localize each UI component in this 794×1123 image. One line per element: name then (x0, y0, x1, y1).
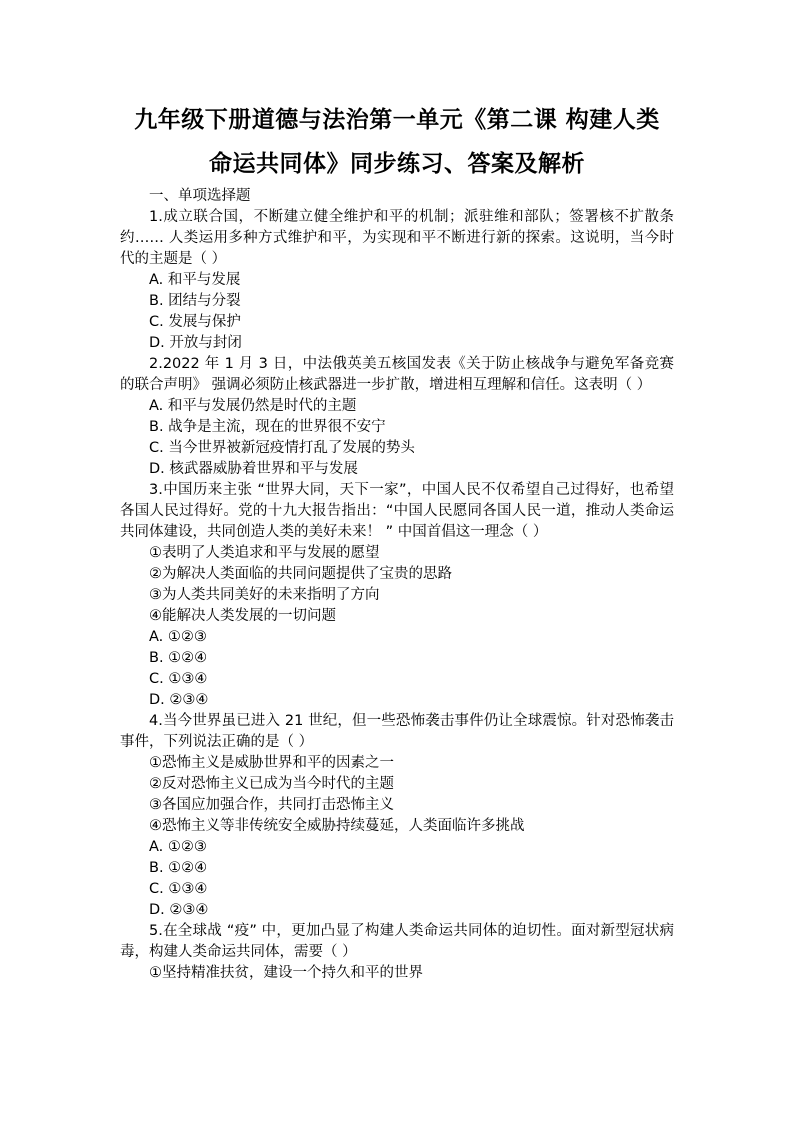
question-4 (120, 711, 674, 921)
option-a: A. 和平与发展仍然是时代的主题 (149, 398, 357, 414)
question-5 (120, 921, 674, 984)
option-a: A. ①②③ (149, 839, 207, 855)
question-stem: 1.成立联合国，不断建立健全维护和平的机制；派驻维和部队；签署核不扩散条约…… 人类运用多种方式维护和平，为实现和平不断进行新的探索。这说明，当今时代的主题是（ ） (120, 209, 674, 267)
statement-1: ①表明了人类追求和平与发展的愿望 (149, 545, 380, 561)
option-c: C. 当今世界被新冠疫情打乱了发展的势头 (149, 440, 415, 456)
option-b: B. ①②④ (149, 650, 208, 666)
option-d: D. 开放与封闭 (149, 335, 242, 351)
title-line-1: 九年级下册道德与法治第一单元《第二课 构建人类 (134, 107, 660, 133)
question-stem: 2.2022 年 1 月 3 日，中法俄英美五核国发表《关于防止核战争与避免军备竞赛的联合声明》 强调必须防止核武器进一步扩散，增进相互理解和信任。这表明（ ） (120, 356, 674, 393)
page-title (120, 98, 674, 186)
option-c: C. ①③④ (149, 671, 208, 687)
option-b: B. ①②④ (149, 860, 208, 876)
question-2 (120, 354, 674, 480)
question-1 (120, 207, 674, 354)
option-c: C. ①③④ (149, 881, 208, 897)
statement-4: ④能解决人类发展的一切问题 (149, 608, 336, 624)
question-stem: 4.当今世界虽已进入 21 世纪，但一些恐怖袭击事件仍让全球震惊。针对恐怖袭击事件，下列说法正确的是（ ） (120, 713, 674, 750)
statement-1: ①坚持精准扶贫，建设一个持久和平的世界 (149, 965, 423, 981)
option-a: A. ①②③ (149, 629, 207, 645)
option-d: D. ②③④ (149, 692, 209, 708)
section-heading: 一、单项选择题 (149, 188, 251, 204)
option-b: B. 战争是主流，现在的世界很不安宁 (149, 419, 386, 435)
statement-2: ②为解决人类面临的共同问题提供了宝贵的思路 (149, 566, 452, 582)
option-d: D. ②③④ (149, 902, 209, 918)
title-line-2: 命运共同体》同步练习、答案及解析 (209, 151, 585, 177)
question-stem: 3.中国历来主张 “世界大同，天下一家”，中国人民不仅希望自己过得好，也希望各国人民过得好。党的十九大报告指出：“中国人民愿同各国人民一道，推动人类命运共同体建设，共同创造人类的美好未来！ ” 中国首倡这一理念（ ） (120, 482, 674, 540)
option-b: B. 团结与分裂 (149, 293, 241, 309)
question-stem: 5.在全球战 “疫” 中，更加凸显了构建人类命运共同体的迫切性。面对新型冠状病毒，构建人类命运共同体，需要（ ） (120, 923, 674, 960)
statement-1: ①恐怖主义是威胁世界和平的因素之一 (149, 755, 394, 771)
option-d: D. 核武器威胁着世界和平与发展 (149, 461, 358, 477)
statement-3: ③各国应加强合作，共同打击恐怖主义 (149, 797, 394, 813)
statement-3: ③为人类共同美好的未来指明了方向 (149, 587, 380, 603)
statement-4: ④恐怖主义等非传统安全威胁持续蔓延，人类面临许多挑战 (149, 818, 525, 834)
option-a: A. 和平与发展 (149, 272, 241, 288)
statement-2: ②反对恐怖主义已成为当今时代的主题 (149, 776, 394, 792)
option-c: C. 发展与保护 (149, 314, 241, 330)
question-3 (120, 480, 674, 711)
